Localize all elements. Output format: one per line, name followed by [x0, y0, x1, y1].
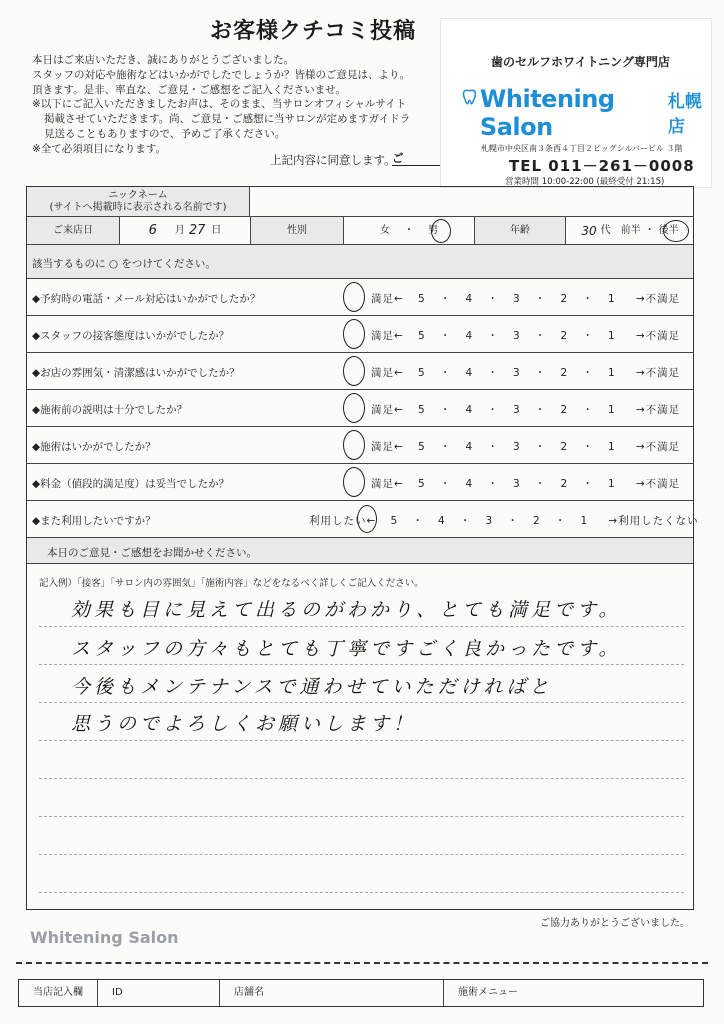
- logo-text: Whitening Salon: [479, 85, 615, 141]
- scale-left-label: 利用したい←: [309, 515, 377, 527]
- nickname-field[interactable]: [250, 187, 690, 216]
- nickname-label: ニックネーム (サイトへ掲載時に表示される名前です): [27, 187, 249, 216]
- scale-left-label: 満足←: [371, 404, 404, 416]
- rating-mark: [343, 356, 365, 386]
- handwritten-line: 効果も目に見えて出るのがわかり、とても満足です。: [71, 599, 622, 621]
- instruction-row: [27, 245, 693, 279]
- rating-mark: [357, 505, 377, 533]
- intro-text: 本日はご来店いただき、誠にありがとうございました。 スタッフの対応や施術などはいかがでしたでしょうか？皆様のご意見は、より。 頂きます。是非、率直な、ご意見・ご感想をご記入くださいませ。 ※以下にご記入いただきましたお声は、そのまま、当サロンオフィシャルサイト 掲載させていただきます。尚、ご意見・ご感想に当サロンが定めますガイドラ 見送ることもありますので、予めご了承ください。 ※全て必須項目になります。: [32, 54, 411, 155]
- handwritten-line: スタッフの方々もとても丁寧ですごく良かったです。: [71, 638, 622, 660]
- staff-id-label: ID: [112, 987, 123, 998]
- scale-right-label: →不満足: [635, 330, 681, 342]
- card-address: 札幌市中央区南３条西４丁目２ビッグシルバービル ３階: [481, 144, 683, 153]
- question-label: ◆また利用したいですか？: [32, 515, 156, 527]
- rating-mark: [343, 319, 365, 349]
- question-label: ◆スタッフの接客態度はいかがでしたか？: [32, 330, 230, 342]
- age-field[interactable]: 30 代 前半 ・ 後半: [581, 223, 679, 238]
- age-first-half[interactable]: 前半: [620, 224, 641, 236]
- card-hours: 営業時間 10:00-22:00 (最終受付 21:15): [505, 177, 665, 187]
- agree-label: 上記内容に同意します。: [270, 153, 396, 167]
- question-label: ◆お店の雰囲気・清潔感はいかがでしたか？: [32, 367, 240, 379]
- rating-mark: [343, 467, 365, 497]
- agree-signature-field[interactable]: ご: [392, 150, 452, 166]
- gender-field[interactable]: 女 ・ 男: [380, 224, 438, 236]
- rating-mark: [343, 282, 365, 312]
- staff-label: 当店記入欄: [33, 987, 83, 998]
- scale-right-label: →不満足: [635, 441, 681, 453]
- rating-scale: 満足← 5 ・ 4 ・ 3 ・ 2 ・ 1 →不満足: [371, 330, 681, 342]
- thanks-text: ご協力ありがとうございました。: [540, 918, 690, 929]
- scale-left-label: 満足←: [371, 293, 404, 305]
- nickname-row: [27, 187, 693, 217]
- instruction-text: 該当するものに ○ をつけてください。: [32, 258, 216, 270]
- scale-right-label: →不満足: [635, 367, 681, 379]
- card-tel: TEL 011－261－0008: [509, 157, 695, 175]
- question-label: ◆施術前の説明は十分でしたか？: [32, 404, 188, 416]
- visit-day: 27: [188, 222, 206, 238]
- question-row: [27, 501, 699, 538]
- question-label: ◆料金（値段的満足度）は妥当でしたか？: [32, 478, 230, 490]
- handwritten-line: 今後もメンテナンスで通わせていただければと: [71, 676, 553, 698]
- question-row: [27, 427, 693, 464]
- rating-scale: 満足← 5 ・ 4 ・ 3 ・ 2 ・ 1 →不満足: [371, 441, 681, 453]
- age-label: 年齢: [475, 217, 565, 244]
- form-title: お客様クチコミ投稿: [210, 19, 417, 44]
- age-second-half[interactable]: 後半: [658, 224, 679, 236]
- comments-label: 本日のご意見・ご感想をお聞かせください。: [47, 547, 257, 559]
- gender-male[interactable]: 男: [428, 224, 438, 236]
- rating-mark: [343, 430, 365, 460]
- staff-use-box: [18, 979, 704, 1007]
- scale-left-label: 満足←: [371, 478, 404, 490]
- question-row: [27, 464, 693, 501]
- visit-month: 6: [148, 222, 157, 238]
- logo-branch: 札幌店: [667, 92, 702, 137]
- card-heading: 歯のセルフホワイトニング専門店: [491, 55, 670, 69]
- question-label: ◆施術はいかがでしたか？: [32, 441, 156, 453]
- rating-scale: 満足← 5 ・ 4 ・ 3 ・ 2 ・ 1 →不満足: [371, 367, 681, 379]
- tooth-icon: [461, 87, 478, 107]
- rating-scale: 満足← 5 ・ 4 ・ 3 ・ 2 ・ 1 →不満足: [371, 478, 681, 490]
- scale-right-label: →不満足: [635, 404, 681, 416]
- visit-date-field[interactable]: 6 月 27 日: [148, 222, 222, 238]
- gender-label: 性別: [251, 217, 343, 244]
- scale-left-label: 満足←: [371, 367, 404, 379]
- rating-scale: 満足← 5 ・ 4 ・ 3 ・ 2 ・ 1 →不満足: [371, 404, 681, 416]
- cut-line: [16, 962, 708, 964]
- handwritten-line: 思うのでよろしくお願いします！: [71, 713, 417, 735]
- age-value: 30: [581, 223, 597, 238]
- visit-row: [27, 217, 693, 245]
- staff-menu-label: 施術メニュー: [458, 987, 518, 998]
- salon-business-card: [440, 18, 712, 188]
- footer-logo: Whitening Salon: [30, 928, 179, 947]
- question-row: [27, 353, 693, 390]
- comments-example: 記入例）「接客」「サロン内の雰囲気」「施術内容」などをなるべく詳しくご記入ください。: [39, 578, 424, 589]
- gender-male-mark: [431, 219, 451, 243]
- review-form: [26, 186, 699, 910]
- comments-header-row: [27, 538, 693, 564]
- question-row: [27, 316, 693, 353]
- scale-left-label: 満足←: [371, 441, 404, 453]
- scale-left-label: 満足←: [371, 330, 404, 342]
- scale-right-label: →利用したくない: [608, 515, 699, 527]
- gender-female[interactable]: 女: [380, 224, 390, 236]
- question-row: [27, 279, 693, 316]
- salon-logo: [461, 85, 711, 141]
- rating-scale: 満足← 5 ・ 4 ・ 3 ・ 2 ・ 1 →不満足: [371, 293, 681, 305]
- question-label: ◆予約時の電話・メール対応はいかがでしたか？: [32, 293, 261, 305]
- staff-store-label: 店舗名: [234, 987, 264, 998]
- visit-date-label: ご来店日: [27, 217, 119, 244]
- question-row: [27, 390, 693, 427]
- rating-mark: [343, 393, 365, 423]
- scale-right-label: →不満足: [635, 478, 681, 490]
- scale-right-label: →不満足: [635, 293, 681, 305]
- age-second-half-mark: [663, 220, 689, 242]
- rating-scale: 利用したい← 5 ・ 4 ・ 3 ・ 2 ・ 1 →利用したくない: [309, 515, 699, 527]
